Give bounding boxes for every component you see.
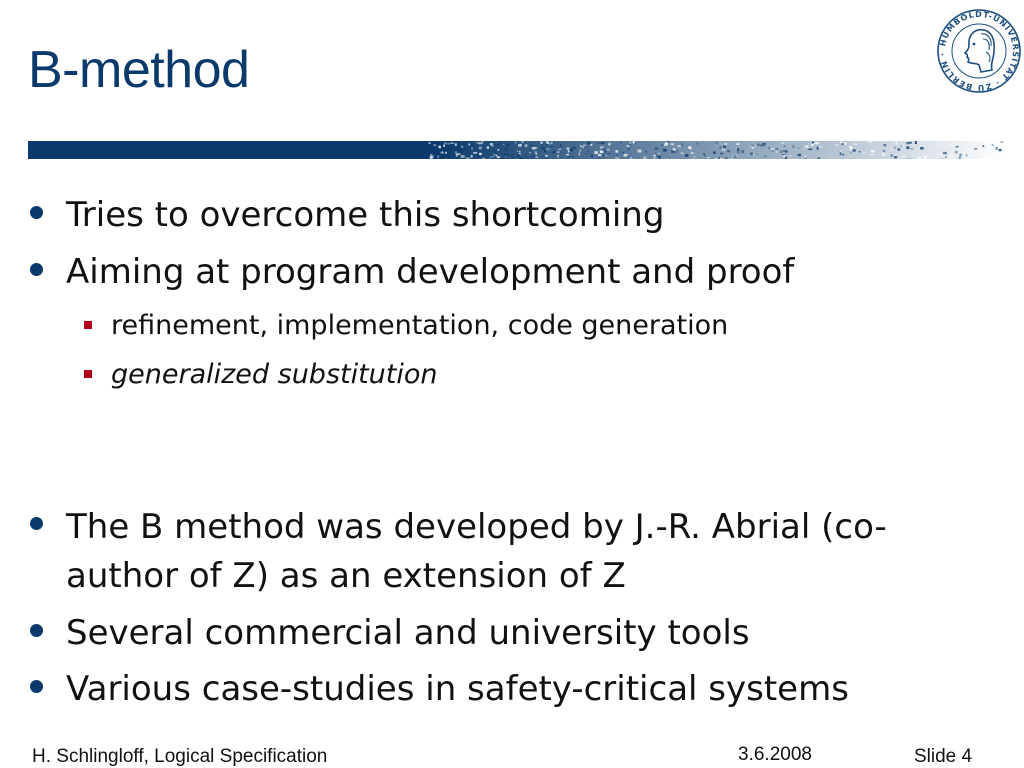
sub-bullet-item <box>84 310 984 342</box>
bullet-dot-icon <box>30 680 43 693</box>
bullet-item <box>30 192 990 238</box>
sub-bullet-text: refinement, implementation, code generation <box>111 310 729 341</box>
bullet-text: Tries to overcome this shortcoming <box>66 195 665 235</box>
bullet-text: Aiming at program development and proof <box>66 252 795 292</box>
footer-date: 3.6.2008 <box>738 744 812 765</box>
bullet-text: Several commercial and university tools <box>66 613 750 653</box>
bullet-text: The B method was developed by J.-R. Abrial (co-author of Z) as an extension of Z <box>66 507 887 596</box>
bullet-text: Various case-studies in safety-critical systems <box>66 669 849 709</box>
bullet-dot-icon <box>30 263 43 276</box>
footer-author: H. Schlingloff, Logical Specification <box>32 746 328 767</box>
sub-bullet-text: generalized substitution <box>111 359 438 390</box>
bullet-item <box>30 666 990 712</box>
sub-bullet-square-icon <box>84 370 92 378</box>
bullet-item <box>30 249 990 295</box>
bullet-item <box>30 610 990 656</box>
sub-bullet-square-icon <box>84 321 92 329</box>
sub-bullet-item <box>84 359 984 391</box>
bullet-dot-icon <box>30 624 43 637</box>
footer-slide-number: Slide 4 <box>914 746 973 767</box>
bullet-dot-icon <box>30 206 43 219</box>
bullet-item <box>30 503 930 601</box>
svg-text:HUMBOLDT-UNIVERSITÄT · ZU BERL: HUMBOLDT-UNIVERSITÄT · ZU BERLIN · <box>937 9 1021 93</box>
slide-title: B-method <box>28 41 250 99</box>
bullet-dot-icon <box>30 517 43 530</box>
